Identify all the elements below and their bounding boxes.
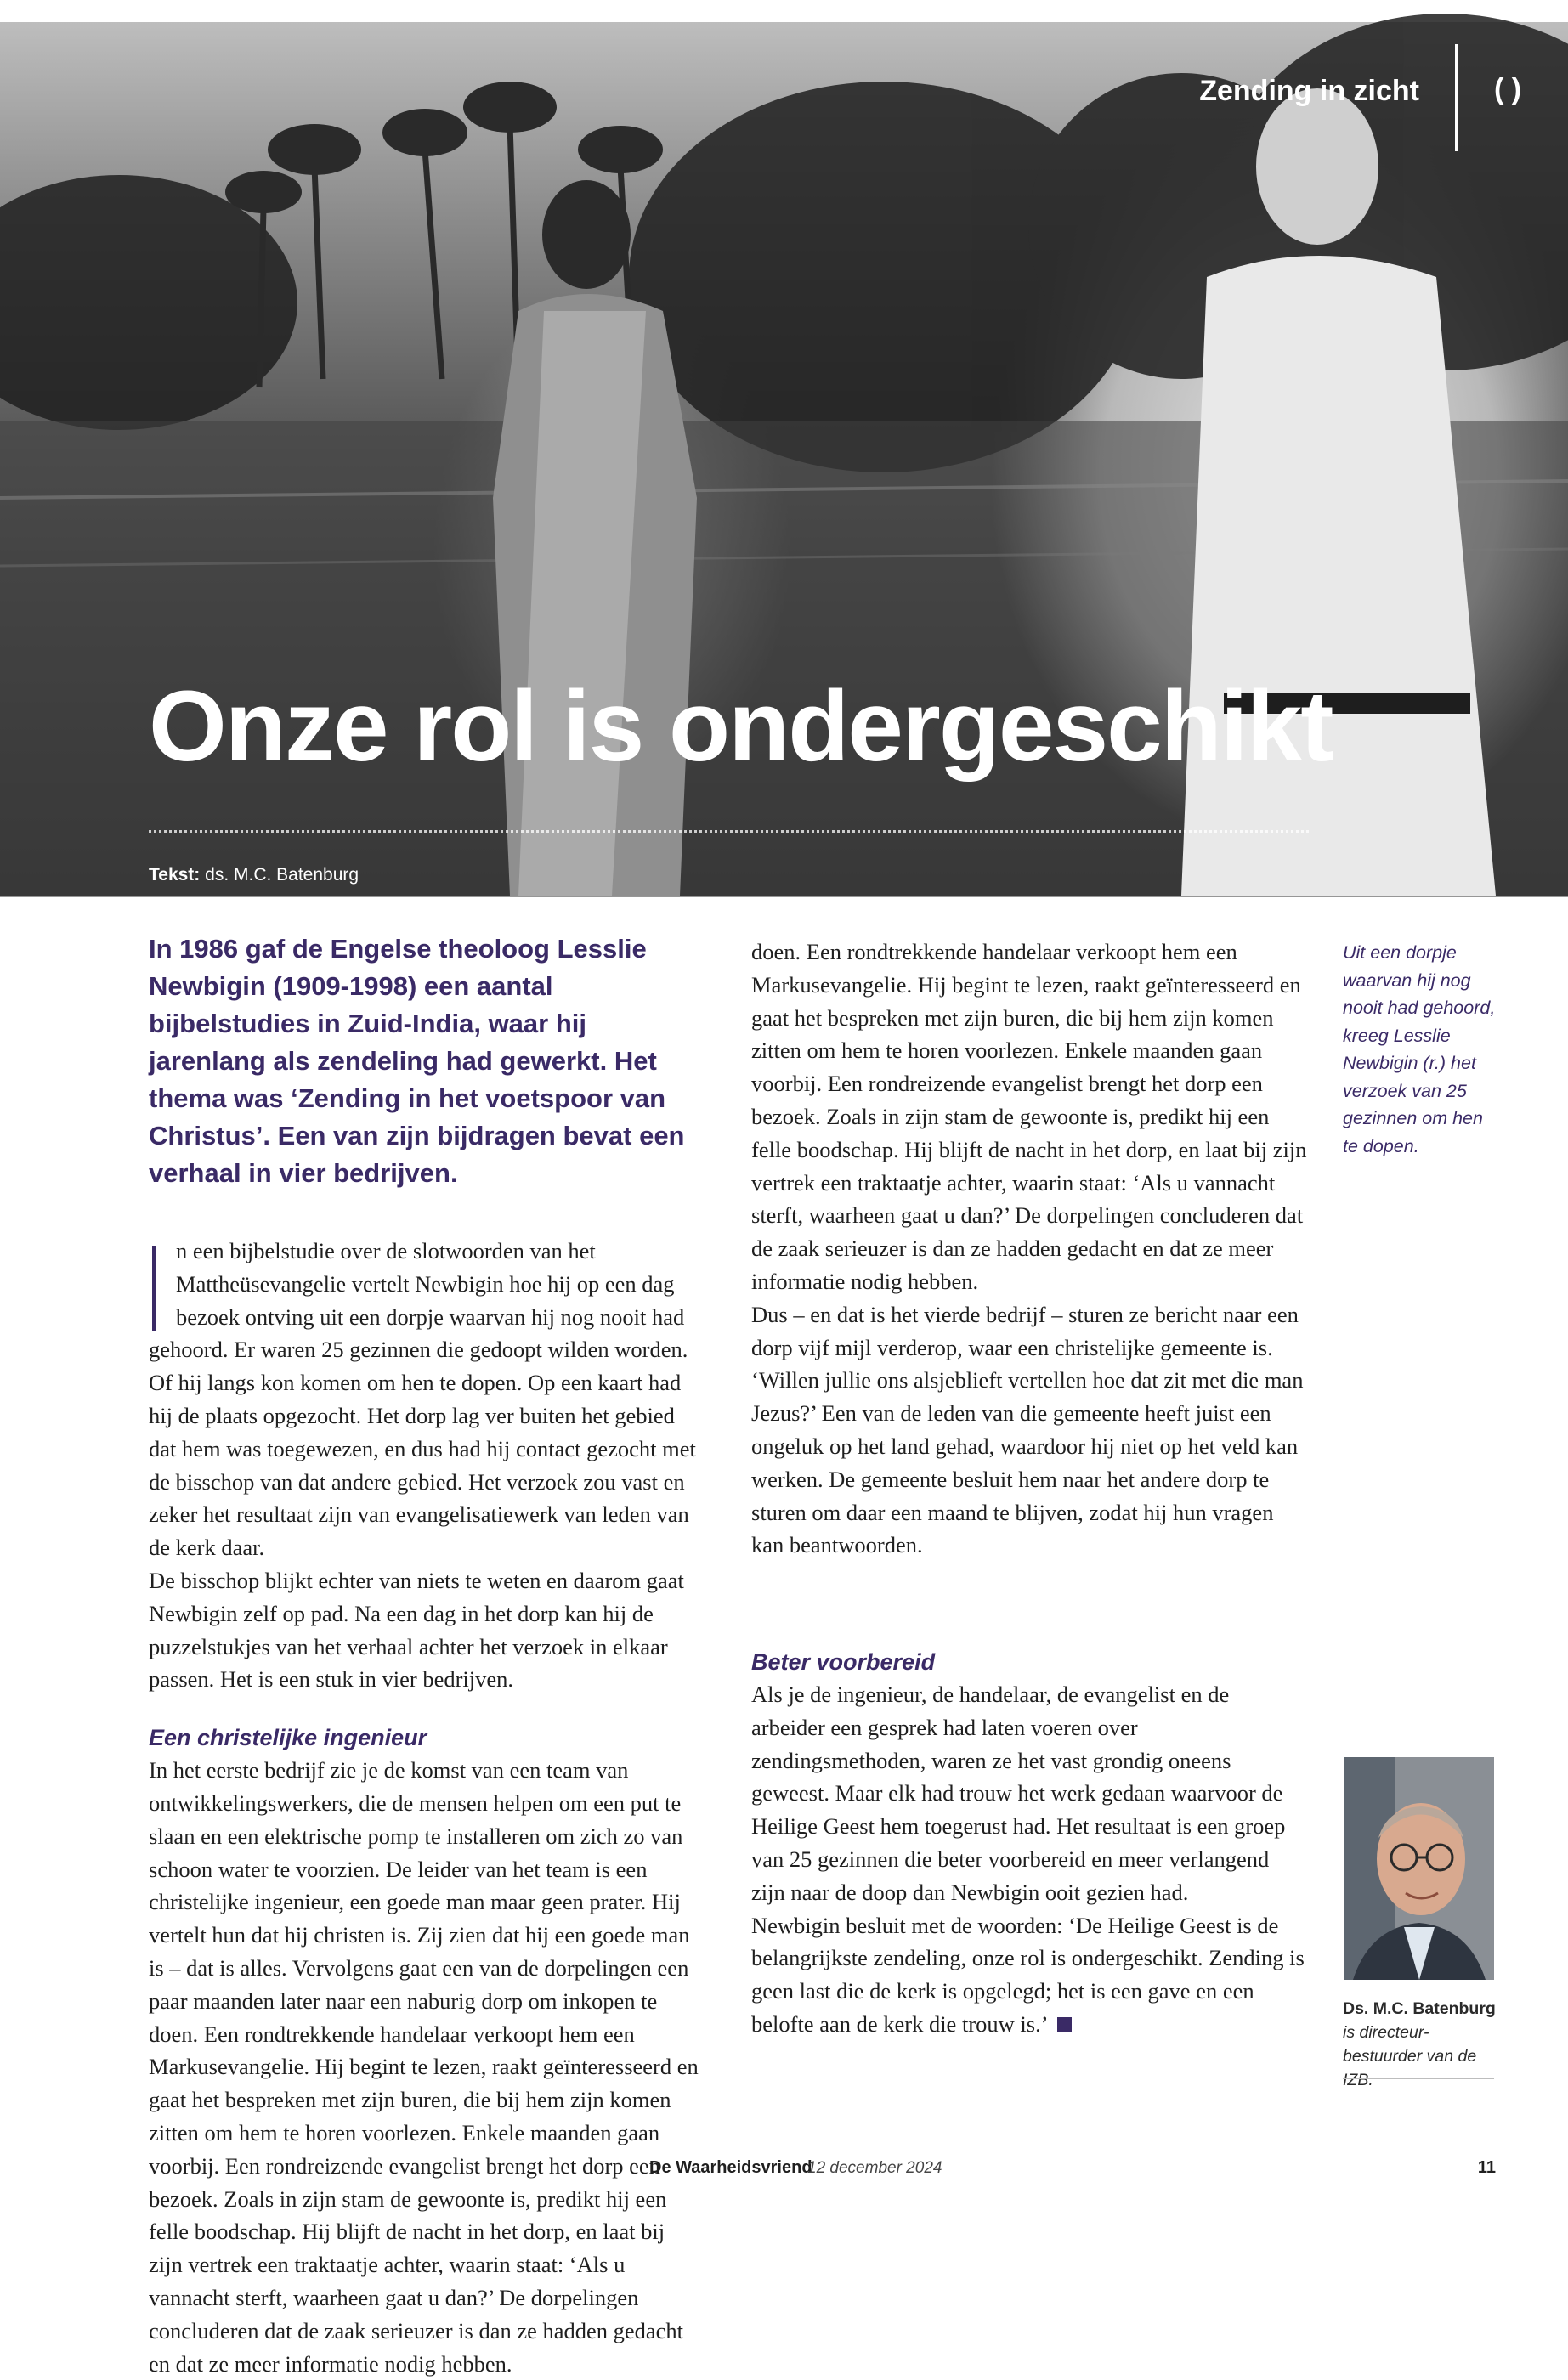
subheading-christelijke-ingenieur: Een christelijke ingenieur <box>149 1725 427 1751</box>
section-1-continuation <box>751 936 1308 1562</box>
intro-paragraph-2: De bisschop blijkt echter van niets te weten en daarom gaat Newbigin zelf op pad. Na een dag in het dorp kan hij de puzzelstukjes van het verhaal achter het verzoek in elkaar passen. Het is een stuk in vier bedrijven. <box>149 1567 684 1693</box>
issue-date: 12 december 2024 <box>807 2159 942 2177</box>
intro-paragraph-1: n een bijbelstudie over de slotwoorden van het Mattheüsevangelie vertelt Newbigin hoe hij op een dag bezoek ontving uit een dorpje waarvan hij nog nooit had gehoord. Er waren 25 gezinnen die gedoopt wilden worden. Of hij langs kon komen om hen te dopen. Op een kaart had hij de plaats opgezocht. Het dorp lag ver buiten het gebied dat hem was toegewezen, en dus had hij contact gezocht met de bisschop van dat andere gebied. Het verzoek zou vast en zeker het resultaat zijn van evangelisatiewerk van leden van de kerk daar. <box>149 1238 696 1561</box>
page-footer <box>0 2158 1568 2184</box>
magazine-name: De Waarheidsvriend <box>649 2158 812 2177</box>
section-2-paragraph-1: Als je de ingenieur, de handelaar, de evangelist en de arbeider een gesprek had laten voeren over zendingsmethoden, waren ze het vast grondig oneens geweest. Maar elk had trouw het werk gedaan waarvoor de Heilige Geest hem toegerust had. Het resultaat is een groep van 25 gezinnen die beter voorbereid en meer verlangend zijn naar de doop dan Newbigin ooit gezien had. <box>751 1682 1286 1905</box>
page-number: 11 <box>1477 2158 1496 2177</box>
subheading-beter-voorbereid: Beter voorbereid <box>751 1649 936 1675</box>
section-1-paragraph-1: In het eerste bedrijf zie je de komst van een team van ontwikkelingswerkers, die de mensen helpen om een put te slaan en een elektrische pomp te installeren om zich zo van schoon water te voorzien. De leider van het team is een christelijke ingenieur, een goede man maar geen prater. Hij vertelt hun dat hij christen is. Zij zien dat hij een goede man is – dat is alles. Vervolgens gaat een van de dorpelingen een paar maanden later naar een naburig dorp om inkopen te doen. Een rondtrekkende handelaar verkoopt hem een Markusevangelie. Hij begint te lezen, raakt geïnteresseerd en gaat het bespreken met zijn buren, die bij hem zijn komen zitten om hem te horen voorlezen. Enkele maanden gaan voorbij. Een rondreizende evangelist brengt het dorp een bezoek. Zoals in zijn stam de gewoonte is, predikt hij een felle boodschap. Hij blijft de nacht in het dorp, en laat bij zijn vertrek een traktaatje achter, waarin staat: ‘Als u vannacht sterft, waarheen gaat u dan?’ De dorpelingen concluderen dat de zaak serieuzer is dan ze hadden gedacht en dat ze meer informatie nodig hebben. <box>149 1757 699 2377</box>
section-2-paragraph-2 <box>751 1909 1308 2041</box>
author-photo-portrait <box>1344 1757 1494 1980</box>
photo-caption: Uit een dorpje waarvan hij nog nooit had gehoord, kreeg Lesslie Newbigin (r.) het verzoek van 25 gezinnen om hen te dopen. <box>1343 942 1496 1156</box>
section-divider <box>1455 44 1458 151</box>
closing-quote: Newbigin besluit met de woorden: ‘De Heilige Geest is de belangrijkste zendeling, onze rol is ondergeschikt. Zending is geen last die de kerk is opgelegd; het is een gave en een belofte aan de kerk die trouw is.’ <box>751 1912 1305 2037</box>
author-photo <box>1344 1757 1494 1980</box>
section-1-paragraph-2: Dus – en dat is het vierde bedrijf – sturen ze bericht naar een dorp vijf mijl verderop, waar een christelijke gemeente is. ‘Willen jullie ons alsjeblieft vertellen hoe dat zit met die man Jezus?’ Een van de leden van die gemeente heeft juist een ongeluk op het land gehad, waardoor hij niet op het veld kan werken. De gemeente besluit hem naar het andere dorp te sturen om daar een maand te blijven, zodat hij hun vragen kan beantwoorden. <box>751 1301 1304 1558</box>
title-divider <box>149 830 1309 833</box>
section-mark: ( ) <box>1494 73 1522 105</box>
article-title: Onze rol is ondergeschikt <box>149 670 1333 783</box>
author-role: is directeur-bestuurder van de IZB. <box>1343 2023 1477 2089</box>
hero-photo <box>0 22 1568 896</box>
author-credit <box>149 865 359 885</box>
author-caption-rule <box>1343 2078 1494 2079</box>
section-1-continuation-text: doen. Een rondtrekkende handelaar verkoopt hem een Markusevangelie. Hij begint te lezen, raakt geïnteresseerd en gaat het bespreken met zijn buren, die bij hem zijn komen zitten om hem te horen voorlezen. Enkele maanden gaan voorbij. Een rondreizende evangelist brengt het dorp een bezoek. Zoals in zijn stam de gewoonte is, predikt hij een felle boodschap. Hij blijft de nacht in het dorp, en laat bij zijn vertrek een traktaatje achter, waarin staat: ‘Als u vannacht sterft, waarheen gaat u dan?’ De dorpelingen concluderen dat de zaak serieuzer is dan ze hadden gedacht en dat ze meer informatie nodig hebben. <box>751 939 1307 1294</box>
article-column-1 <box>149 930 701 2377</box>
end-mark <box>1057 2017 1072 2032</box>
credit-name: ds. M.C. Batenburg <box>205 865 359 885</box>
section-1-continued <box>751 936 1308 1627</box>
section-label: Zending in zicht <box>1199 75 1419 107</box>
drop-cap-i <box>152 1246 156 1331</box>
article-column-2 <box>751 936 1308 2041</box>
author-name: Ds. M.C. Batenburg <box>1343 1999 1496 2018</box>
credit-label: Tekst: <box>149 865 201 885</box>
article-lead: In 1986 gaf de Engelse theoloog Lesslie Newbigin (1909-1998) een aantal bijbelstudies in Zuid-India, waar hij jarenlang als zendeling had gewerkt. Het thema was ‘Zending in het voetspoor van Christus’. Een van zijn bijdragen bevat een verhaal in vier bedrijven. <box>149 934 685 1188</box>
